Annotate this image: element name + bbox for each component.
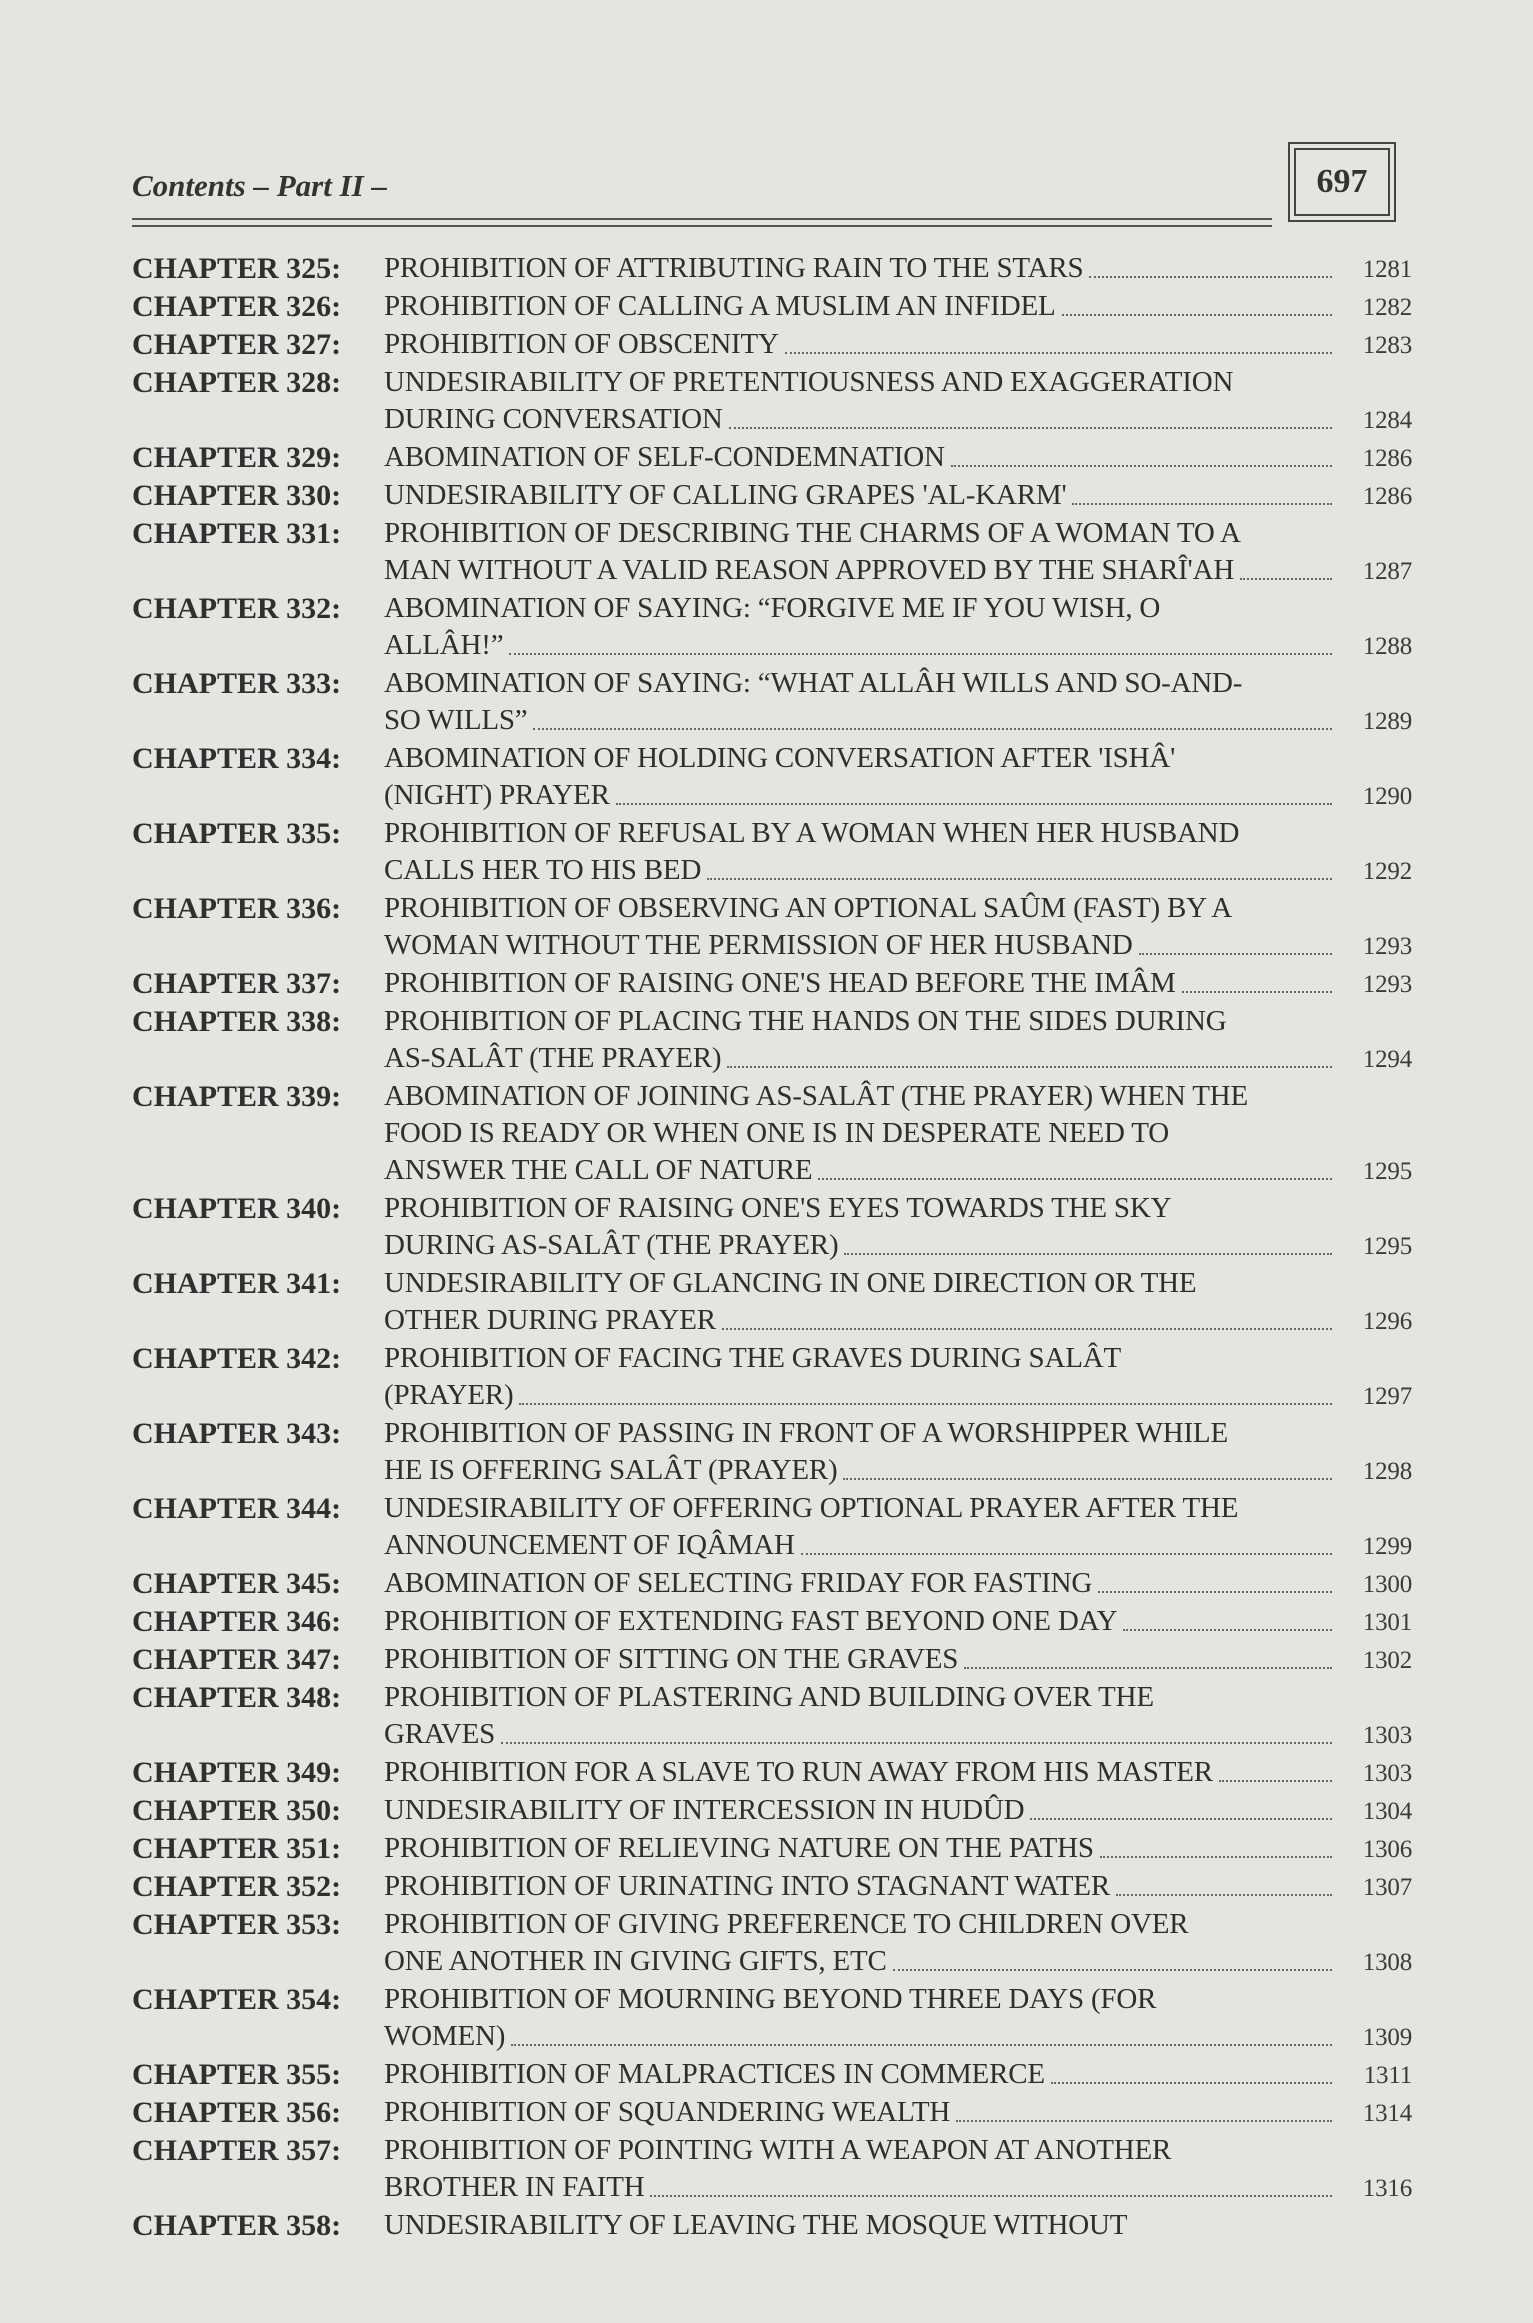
chapter-label: CHAPTER 340: — [132, 1192, 342, 1225]
dot-leader — [509, 653, 1332, 655]
chapter-title-text: PROHIBITION OF DESCRIBING THE CHARMS OF A WOMAN TO A — [384, 517, 1241, 549]
chapter-title — [384, 2094, 1412, 2132]
chapter-page-number: 1299 — [1362, 1533, 1412, 1560]
chapter-label: CHAPTER 332: — [132, 592, 342, 625]
chapter-title — [384, 1003, 1412, 1078]
chapter-title-text: PROHIBITION OF ATTRIBUTING RAIN TO THE STARS — [384, 252, 1084, 284]
toc-entry — [132, 1792, 1412, 1830]
chapter-title-text: ABOMINATION OF JOINING AS-SALÂT (THE PRAYER) WHEN THE — [384, 1080, 1248, 1112]
chapter-title — [384, 477, 1412, 515]
chapter-title-text: BROTHER IN FAITH — [384, 2171, 645, 2203]
chapter-label: CHAPTER 347: — [132, 1643, 342, 1676]
chapter-label: CHAPTER 352: — [132, 1870, 342, 1903]
chapter-page-number: 1282 — [1362, 294, 1412, 321]
chapter-page-number: 1303 — [1362, 1722, 1412, 1749]
chapter-title-line — [384, 552, 1412, 590]
chapter-label: CHAPTER 342: — [132, 1342, 342, 1375]
chapter-title-line — [384, 702, 1412, 740]
dot-leader — [616, 803, 1332, 805]
chapter-page-number: 1316 — [1362, 2175, 1412, 2202]
running-title: Contents – Part II – — [132, 168, 387, 203]
chapter-title-line — [384, 590, 1352, 627]
page-number-box — [1288, 142, 1396, 222]
chapter-title-line — [384, 2169, 1412, 2207]
chapter-title-text: PROHIBITION OF OBSERVING AN OPTIONAL SAÛM (FAST) BY A — [384, 892, 1233, 924]
chapter-title-text: UNDESIRABILITY OF GLANCING IN ONE DIRECTION OR THE — [384, 1267, 1197, 1299]
dot-leader — [511, 2044, 1332, 2046]
dot-leader — [650, 2195, 1332, 2197]
chapter-label: CHAPTER 349: — [132, 1756, 342, 1789]
chapter-title-line — [384, 1227, 1412, 1265]
chapter-page-number: 1301 — [1362, 1609, 1412, 1636]
chapter-title — [384, 815, 1412, 890]
toc-entry — [132, 1981, 1412, 2056]
toc-entry — [132, 1003, 1412, 1078]
chapter-title-line — [384, 1792, 1412, 1830]
toc-entry — [132, 515, 1412, 590]
chapter-title — [384, 665, 1412, 740]
chapter-label: CHAPTER 331: — [132, 517, 342, 550]
chapter-title — [384, 439, 1412, 477]
page-number: 697 — [1294, 148, 1390, 216]
toc-entry — [132, 439, 1412, 477]
chapter-title-text: ONE ANOTHER IN GIVING GIFTS, ETC — [384, 1945, 887, 1977]
chapter-title-text: GRAVES — [384, 1718, 496, 1750]
toc-entry — [132, 965, 1412, 1003]
toc-entry — [132, 1868, 1412, 1906]
chapter-title-text: PROHIBITION OF PLACING THE HANDS ON THE SIDES DURING — [384, 1005, 1227, 1037]
chapter-title-line — [384, 927, 1412, 965]
chapter-label: CHAPTER 341: — [132, 1267, 342, 1300]
chapter-title — [384, 250, 1412, 288]
dot-leader — [893, 1969, 1332, 1971]
chapter-title-line — [384, 1003, 1352, 1040]
chapter-title — [384, 364, 1412, 439]
chapter-title — [384, 1415, 1412, 1490]
chapter-title-text: PROHIBITION OF SITTING ON THE GRAVES — [384, 1643, 959, 1675]
toc-entry — [132, 1565, 1412, 1603]
chapter-title-line — [384, 364, 1352, 401]
chapter-title-text: ABOMINATION OF SAYING: “FORGIVE ME IF YOU WISH, O — [384, 592, 1161, 624]
chapter-title — [384, 2207, 1412, 2244]
chapter-title — [384, 1340, 1412, 1415]
chapter-label: CHAPTER 328: — [132, 366, 342, 399]
chapter-page-number: 1289 — [1362, 708, 1412, 735]
chapter-title-text: UNDESIRABILITY OF OFFERING OPTIONAL PRAYER AFTER THE — [384, 1492, 1239, 1524]
chapter-title-line — [384, 852, 1412, 890]
dot-leader — [801, 1553, 1332, 1555]
chapter-title-text: CALLS HER TO HIS BED — [384, 854, 702, 886]
chapter-title — [384, 1641, 1412, 1679]
toc-entry — [132, 250, 1412, 288]
chapter-title-text: PROHIBITION OF RAISING ONE'S HEAD BEFORE THE IMÂM — [384, 967, 1176, 999]
chapter-label: CHAPTER 327: — [132, 328, 342, 361]
chapter-title-text: PROHIBITION OF GIVING PREFERENCE TO CHILDREN OVER — [384, 1908, 1189, 1940]
chapter-label: CHAPTER 358: — [132, 2209, 342, 2242]
chapter-label: CHAPTER 335: — [132, 817, 342, 850]
toc-entry — [132, 1641, 1412, 1679]
chapter-title-text: (PRAYER) — [384, 1379, 514, 1411]
chapter-title-line — [384, 250, 1412, 288]
chapter-title-line — [384, 1943, 1412, 1981]
chapter-title-text: PROHIBITION OF MOURNING BEYOND THREE DAYS (FOR — [384, 1983, 1157, 2015]
chapter-title — [384, 1265, 1412, 1340]
dot-leader — [843, 1478, 1332, 1480]
chapter-title-line — [384, 2094, 1412, 2132]
toc-entry — [132, 890, 1412, 965]
chapter-title-line — [384, 1040, 1412, 1078]
chapter-title-line — [384, 1190, 1352, 1227]
chapter-title-text: HE IS OFFERING SALÂT (PRAYER) — [384, 1454, 838, 1486]
chapter-title-line — [384, 1641, 1412, 1679]
chapter-title-line — [384, 2132, 1352, 2169]
chapter-title-line — [384, 1679, 1352, 1716]
chapter-title-text: (NIGHT) PRAYER — [384, 779, 610, 811]
table-of-contents — [132, 250, 1412, 2244]
dot-leader — [727, 1066, 1332, 1068]
chapter-label: CHAPTER 343: — [132, 1417, 342, 1450]
chapter-title-text: PROHIBITION OF SQUANDERING WEALTH — [384, 2096, 951, 2128]
chapter-title — [384, 1830, 1412, 1868]
chapter-title-line — [384, 1490, 1352, 1527]
chapter-title — [384, 740, 1412, 815]
dot-leader — [1051, 2082, 1332, 2084]
toc-entry — [132, 1754, 1412, 1792]
chapter-title-text: UNDESIRABILITY OF INTERCESSION IN HUDÛD — [384, 1794, 1025, 1826]
chapter-title — [384, 590, 1412, 665]
toc-entry — [132, 364, 1412, 439]
chapter-title-line — [384, 1603, 1412, 1641]
toc-entry — [132, 1340, 1412, 1415]
toc-entry — [132, 1603, 1412, 1641]
dot-leader — [956, 2120, 1332, 2122]
chapter-title-line — [384, 815, 1352, 852]
chapter-page-number: 1284 — [1362, 407, 1412, 434]
chapter-title-text: WOMAN WITHOUT THE PERMISSION OF HER HUSBAND — [384, 929, 1133, 961]
toc-entry — [132, 1265, 1412, 1340]
chapter-title-line — [384, 477, 1412, 515]
chapter-page-number: 1281 — [1362, 256, 1412, 283]
chapter-page-number: 1286 — [1362, 483, 1412, 510]
chapter-label: CHAPTER 334: — [132, 742, 342, 775]
chapter-page-number: 1309 — [1362, 2024, 1412, 2051]
chapter-title-text: OTHER DURING PRAYER — [384, 1304, 716, 1336]
chapter-title-text: ABOMINATION OF SELECTING FRIDAY FOR FASTING — [384, 1567, 1093, 1599]
chapter-title-line — [384, 401, 1412, 439]
chapter-label: CHAPTER 344: — [132, 1492, 342, 1525]
chapter-page-number: 1288 — [1362, 633, 1412, 660]
toc-entry — [132, 1679, 1412, 1754]
chapter-title-line — [384, 288, 1412, 326]
chapter-label: CHAPTER 333: — [132, 667, 342, 700]
toc-entry — [132, 2207, 1412, 2244]
chapter-page-number: 1286 — [1362, 445, 1412, 472]
chapter-title-line — [384, 1377, 1412, 1415]
chapter-title-text: PROHIBITION OF POINTING WITH A WEAPON AT ANOTHER — [384, 2134, 1172, 2166]
chapter-title-line — [384, 1565, 1412, 1603]
chapter-page-number: 1314 — [1362, 2100, 1412, 2127]
chapter-title-line — [384, 777, 1412, 815]
chapter-label: CHAPTER 345: — [132, 1567, 342, 1600]
chapter-label: CHAPTER 351: — [132, 1832, 342, 1865]
chapter-title-text: PROHIBITION OF RELIEVING NATURE ON THE PATHS — [384, 1832, 1094, 1864]
chapter-label: CHAPTER 354: — [132, 1983, 342, 2016]
chapter-title-line — [384, 1302, 1412, 1340]
chapter-title-line — [384, 439, 1412, 477]
chapter-label: CHAPTER 329: — [132, 441, 342, 474]
chapter-title — [384, 326, 1412, 364]
chapter-title — [384, 2132, 1412, 2207]
chapter-page-number: 1293 — [1362, 933, 1412, 960]
chapter-title-line — [384, 1115, 1352, 1152]
toc-entry — [132, 740, 1412, 815]
chapter-title-line — [384, 1452, 1412, 1490]
chapter-title-text: PROHIBITION OF MALPRACTICES IN COMMERCE — [384, 2058, 1045, 2090]
chapter-title-text: PROHIBITION OF CALLING A MUSLIM AN INFIDEL — [384, 290, 1056, 322]
dot-leader — [1116, 1894, 1332, 1896]
toc-entry — [132, 288, 1412, 326]
chapter-label: CHAPTER 346: — [132, 1605, 342, 1638]
chapter-title-text: DURING CONVERSATION — [384, 403, 723, 435]
chapter-title-text: WOMEN) — [384, 2020, 506, 2052]
chapter-page-number: 1294 — [1362, 1046, 1412, 1073]
chapter-title — [384, 1981, 1412, 2056]
chapter-title-line — [384, 740, 1352, 777]
chapter-label: CHAPTER 336: — [132, 892, 342, 925]
dot-leader — [844, 1253, 1332, 1255]
chapter-page-number: 1303 — [1362, 1760, 1412, 1787]
chapter-page-number: 1307 — [1362, 1874, 1412, 1901]
chapter-label: CHAPTER 357: — [132, 2134, 342, 2167]
dot-leader — [519, 1403, 1332, 1405]
toc-entry — [132, 2132, 1412, 2207]
chapter-page-number: 1311 — [1363, 2062, 1412, 2089]
chapter-title-text: AS-SALÂT (THE PRAYER) — [384, 1042, 722, 1074]
header-rule-secondary — [132, 225, 1272, 227]
chapter-title-text: ALLÂH!” — [384, 629, 504, 661]
dot-leader — [1123, 1629, 1332, 1631]
toc-entry — [132, 665, 1412, 740]
chapter-page-number: 1304 — [1362, 1798, 1412, 1825]
chapter-title-text: PROHIBITION OF PASSING IN FRONT OF A WORSHIPPER WHILE — [384, 1417, 1228, 1449]
chapter-title — [384, 1490, 1412, 1565]
chapter-title — [384, 515, 1412, 590]
chapter-title-text: PROHIBITION OF FACING THE GRAVES DURING SALÂT — [384, 1342, 1121, 1374]
chapter-label: CHAPTER 325: — [132, 252, 342, 285]
chapter-title — [384, 1906, 1412, 1981]
chapter-title-line — [384, 2207, 1412, 2244]
chapter-page-number: 1298 — [1362, 1458, 1412, 1485]
dot-leader — [818, 1178, 1332, 1180]
chapter-title-line — [384, 2056, 1412, 2094]
chapter-page-number: 1290 — [1362, 783, 1412, 810]
chapter-title — [384, 1565, 1412, 1603]
chapter-page-number: 1287 — [1362, 558, 1412, 585]
dot-leader — [1240, 578, 1332, 580]
chapter-title-line — [384, 665, 1352, 702]
chapter-page-number: 1308 — [1362, 1949, 1412, 1976]
chapter-title-line — [384, 1415, 1352, 1452]
chapter-page-number: 1306 — [1362, 1836, 1412, 1863]
chapter-title — [384, 1792, 1412, 1830]
dot-leader — [533, 728, 1332, 730]
chapter-title-line — [384, 515, 1352, 552]
toc-entry — [132, 1830, 1412, 1868]
chapter-title-line — [384, 326, 1412, 364]
dot-leader — [785, 352, 1332, 354]
dot-leader — [722, 1328, 1332, 1330]
chapter-page-number: 1297 — [1362, 1383, 1412, 1410]
chapter-title — [384, 2056, 1412, 2094]
chapter-page-number: 1300 — [1362, 1571, 1412, 1598]
chapter-title-text: FOOD IS READY OR WHEN ONE IS IN DESPERATE NEED TO — [384, 1117, 1170, 1149]
chapter-title-text: PROHIBITION OF REFUSAL BY A WOMAN WHEN HER HUSBAND — [384, 817, 1240, 849]
dot-leader — [1089, 276, 1332, 278]
chapter-title-line — [384, 1152, 1412, 1190]
chapter-title-line — [384, 1078, 1352, 1115]
header-rule — [132, 218, 1272, 220]
chapter-title-line — [384, 627, 1412, 665]
toc-entry — [132, 1078, 1412, 1190]
toc-entry — [132, 1190, 1412, 1265]
dot-leader — [501, 1742, 1332, 1744]
chapter-title-text: ABOMINATION OF SAYING: “WHAT ALLÂH WILLS AND SO-AND- — [384, 667, 1243, 699]
chapter-title-line — [384, 1906, 1352, 1943]
chapter-label: CHAPTER 355: — [132, 2058, 342, 2091]
chapter-page-number: 1283 — [1362, 332, 1412, 359]
chapter-title-text: ANNOUNCEMENT OF IQÂMAH — [384, 1529, 795, 1561]
toc-entry — [132, 815, 1412, 890]
chapter-title-line — [384, 890, 1352, 927]
chapter-label: CHAPTER 339: — [132, 1080, 342, 1113]
chapter-title — [384, 1078, 1412, 1190]
chapter-title-line — [384, 1830, 1412, 1868]
toc-entry — [132, 326, 1412, 364]
chapter-title-line — [384, 2018, 1412, 2056]
chapter-title-text: MAN WITHOUT A VALID REASON APPROVED BY THE SHARÎ'AH — [384, 554, 1235, 586]
chapter-page-number: 1295 — [1362, 1158, 1412, 1185]
toc-entry — [132, 1906, 1412, 1981]
chapter-label: CHAPTER 338: — [132, 1005, 342, 1038]
toc-entry — [132, 477, 1412, 515]
dot-leader — [1030, 1818, 1332, 1820]
dot-leader — [707, 878, 1332, 880]
chapter-title-text: PROHIBITION OF RAISING ONE'S EYES TOWARDS THE SKY — [384, 1192, 1172, 1224]
chapter-page-number: 1295 — [1362, 1233, 1412, 1260]
dot-leader — [964, 1667, 1332, 1669]
dot-leader — [1139, 953, 1332, 955]
chapter-title-text: ABOMINATION OF SELF-CONDEMNATION — [384, 441, 945, 473]
chapter-label: CHAPTER 348: — [132, 1681, 342, 1714]
chapter-label: CHAPTER 326: — [132, 290, 342, 323]
dot-leader — [951, 465, 1332, 467]
chapter-title-text: UNDESIRABILITY OF PRETENTIOUSNESS AND EXAGGERATION — [384, 366, 1234, 398]
chapter-title-text: DURING AS-SALÂT (THE PRAYER) — [384, 1229, 839, 1261]
chapter-title-text: ABOMINATION OF HOLDING CONVERSATION AFTER 'ISHÂ' — [384, 742, 1176, 774]
chapter-title — [384, 965, 1412, 1003]
chapter-title-line — [384, 1981, 1352, 2018]
dot-leader — [1219, 1780, 1332, 1782]
dot-leader — [729, 427, 1332, 429]
chapter-title-text: PROHIBITION FOR A SLAVE TO RUN AWAY FROM HIS MASTER — [384, 1756, 1213, 1788]
chapter-title-line — [384, 1340, 1352, 1377]
chapter-title-line — [384, 1716, 1412, 1754]
chapter-title — [384, 1754, 1412, 1792]
dot-leader — [1062, 314, 1333, 316]
chapter-label: CHAPTER 356: — [132, 2096, 342, 2129]
chapter-title-text: PROHIBITION OF URINATING INTO STAGNANT WATER — [384, 1870, 1110, 1902]
toc-entry — [132, 1415, 1412, 1490]
chapter-title — [384, 1190, 1412, 1265]
chapter-page-number: 1292 — [1362, 858, 1412, 885]
chapter-page-number: 1302 — [1362, 1647, 1412, 1674]
chapter-label: CHAPTER 330: — [132, 479, 342, 512]
chapter-label: CHAPTER 337: — [132, 967, 342, 1000]
chapter-title — [384, 288, 1412, 326]
chapter-page-number: 1296 — [1362, 1308, 1412, 1335]
dot-leader — [1098, 1591, 1332, 1593]
chapter-title-line — [384, 1754, 1412, 1792]
chapter-title-line — [384, 965, 1412, 1003]
dot-leader — [1100, 1856, 1332, 1858]
toc-entry — [132, 2056, 1412, 2094]
chapter-title-text: PROHIBITION OF OBSCENITY — [384, 328, 779, 360]
chapter-title-line — [384, 1265, 1352, 1302]
chapter-title-line — [384, 1868, 1412, 1906]
toc-entry — [132, 1490, 1412, 1565]
chapter-title — [384, 890, 1412, 965]
chapter-title-line — [384, 1527, 1412, 1565]
chapter-title-text: PROHIBITION OF EXTENDING FAST BEYOND ONE DAY — [384, 1605, 1118, 1637]
chapter-page-number: 1293 — [1362, 971, 1412, 998]
chapter-title — [384, 1679, 1412, 1754]
chapter-title — [384, 1868, 1412, 1906]
chapter-label: CHAPTER 350: — [132, 1794, 342, 1827]
chapter-title-text: UNDESIRABILITY OF CALLING GRAPES 'AL-KARM' — [384, 479, 1067, 511]
chapter-title-text: ANSWER THE CALL OF NATURE — [384, 1154, 813, 1186]
toc-entry — [132, 2094, 1412, 2132]
dot-leader — [1182, 991, 1332, 993]
toc-entry — [132, 590, 1412, 665]
chapter-title — [384, 1603, 1412, 1641]
chapter-title-text: SO WILLS” — [384, 704, 528, 736]
chapter-label: CHAPTER 353: — [132, 1908, 342, 1941]
dot-leader — [1072, 503, 1332, 505]
chapter-title-text: UNDESIRABILITY OF LEAVING THE MOSQUE WITHOUT — [384, 2209, 1128, 2241]
chapter-title-text: PROHIBITION OF PLASTERING AND BUILDING OVER THE — [384, 1681, 1154, 1713]
